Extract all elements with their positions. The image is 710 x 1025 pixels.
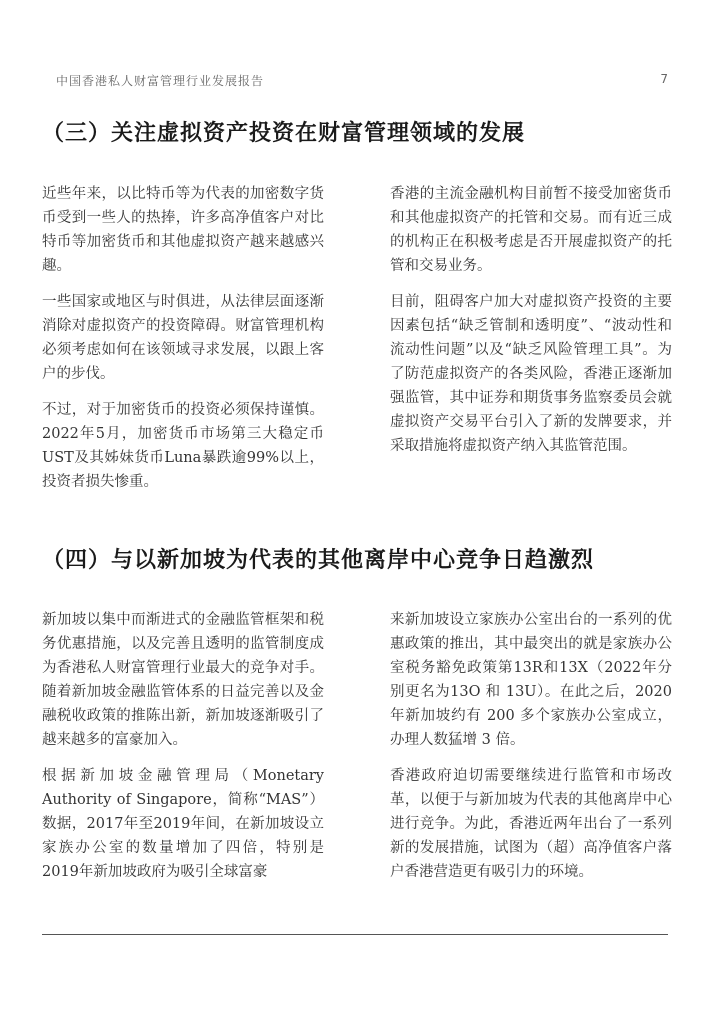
paragraph: 来新加坡设立家族办公室出台的一系列的优惠政策的推出，其中最突出的就是家族办公室税务豁免政策第13R和13X（2022年分别更名为13O 和 13U）。在此之后，2020 年新加坡约有 200 多个家族办公室成立，办理人数猛增 3 倍。 (390, 612, 672, 748)
paragraph: 新加坡以集中而渐进式的金融监管框架和税务优惠措施，以及完善且透明的监管制度成为香港私人财富管理行业最大的竞争对手。随着新加坡金融监管体系的日益完善以及金融税收政策的推陈出新，新加坡逐渐吸引了越来越多的富豪加入。 (42, 612, 324, 748)
paragraph: 不过，对于加密货币的投资必须保持谨慎。2022年5月，加密货币市场第三大稳定币UST及其姊妹货币Luna暴跌逾99%以上，投资者损失惨重。 (42, 402, 324, 490)
paragraph: 香港政府迫切需要继续进行监管和市场改革，以便于与新加坡为代表的其他离岸中心进行竞争。为此，香港近两年出台了一系列新的发展措施，试图为（超）高净值客户落户香港营造更有吸引力的环境。 (390, 768, 672, 880)
paragraph: 近些年来，以比特币等为代表的加密数字货币受到一些人的热捧，许多高净值客户对比特币等加密货币和其他虚拟资产越来越感兴趣。 (42, 186, 324, 274)
page-number: 7 (660, 72, 668, 86)
paragraph: 根据新加坡金融管理局（Monetary Authority of Singapore，简称“MAS”）数据，2017年至2019年间，在新加坡设立家族办公室的数量增加了四倍，特别是2019年新加坡政府为吸引全球富豪 (42, 768, 324, 880)
section-heading-singapore-competition: （四）与以新加坡为代表的其他离岸中心竞争日趋激烈 (42, 548, 595, 573)
section-1-left-column (42, 182, 324, 506)
paragraph: 目前，阻碍客户加大对虚拟资产投资的主要因素包括“缺乏管制和透明度”、“波动性和流动性问题”以及“缺乏风险管理工具”。为了防范虚拟资产的各类风险，香港正逐渐加强监管，其中证券和期货事务监察委员会就虚拟资产交易平台引入了新的发牌要求，并采取措施将虚拟资产纳入其监管范围。 (390, 294, 672, 454)
section-1-right-column (390, 182, 672, 470)
section-heading-virtual-assets: （三）关注虚拟资产投资在财富管理领域的发展 (42, 121, 526, 146)
section-2-left-column (42, 608, 324, 896)
paragraph: 一些国家或地区与时俱进，从法律层面逐渐消除对虚拟资产的投资障碍。财富管理机构必须考虑如何在该领域寻求发展，以跟上客户的步伐。 (42, 294, 324, 382)
paragraph: 香港的主流金融机构目前暂不接受加密货币和其他虚拟资产的托管和交易。而有近三成的机构正在积极考虑是否开展虚拟资产的托管和交易业务。 (390, 186, 672, 274)
report-title: 中国香港私人财富管理行业发展报告 (56, 74, 265, 88)
footer-divider (42, 934, 668, 935)
section-2-right-column (390, 608, 672, 896)
